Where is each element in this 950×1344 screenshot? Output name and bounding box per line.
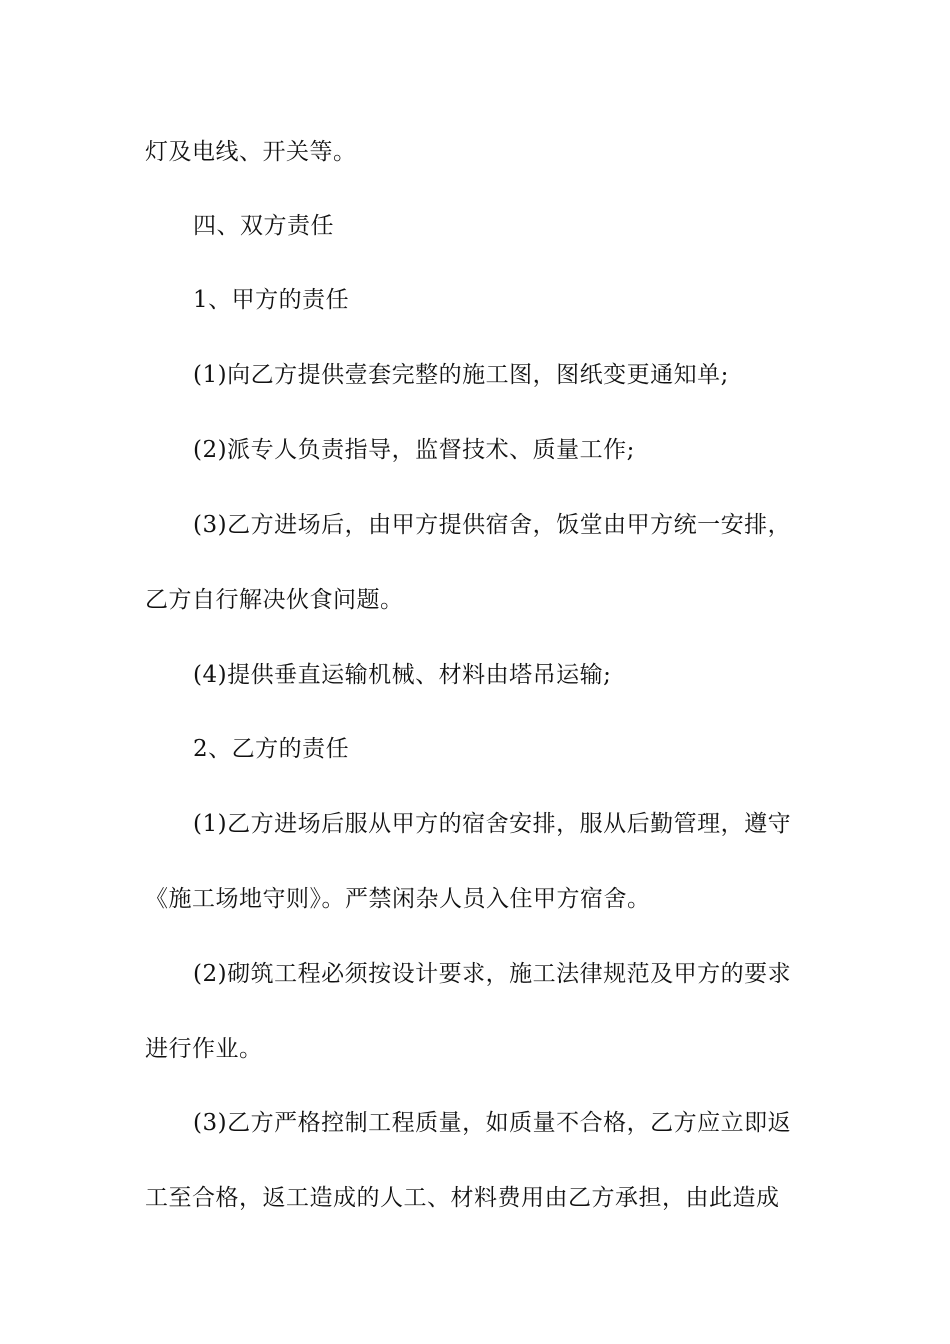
party-b-item-3-line-2: 工至合格，返工造成的人工、材料费用由乙方承担，由此造成 [145,1185,780,1211]
party-a-item-3-line-1: (3)乙方进场后，由甲方提供宿舍，饭堂由甲方统一安排， [193,512,792,538]
party-a-item-4: (4)提供垂直运输机械、材料由塔吊运输; [193,662,612,688]
section-heading-responsibilities: 四、双方责任 [193,213,334,239]
paragraph-continuation-line: 灯及电线、开关等。 [145,139,357,165]
party-a-item-1: (1)向乙方提供壹套完整的施工图，图纸变更通知单; [193,362,729,388]
party-a-item-3-line-2: 乙方自行解决伙食问题。 [145,587,404,613]
party-b-item-2-line-1: (2)砌筑工程必须按设计要求，施工法律规范及甲方的要求 [193,961,792,987]
subsection-heading-party-a: 1、甲方的责任 [193,287,350,313]
party-b-item-1-line-2: 《施工场地守则》。严禁闲杂人员入住甲方宿舍。 [145,886,651,912]
subsection-heading-party-b: 2、乙方的责任 [193,736,350,762]
party-b-item-3-line-1: (3)乙方严格控制工程质量，如质量不合格，乙方应立即返 [193,1110,792,1136]
party-a-item-2: (2)派专人负责指导，监督技术、质量工作; [193,437,635,463]
party-b-item-1-line-1: (1)乙方进场后服从甲方的宿舍安排，服从后勤管理，遵守 [193,811,792,837]
party-b-item-2-line-2: 进行作业。 [145,1036,263,1062]
